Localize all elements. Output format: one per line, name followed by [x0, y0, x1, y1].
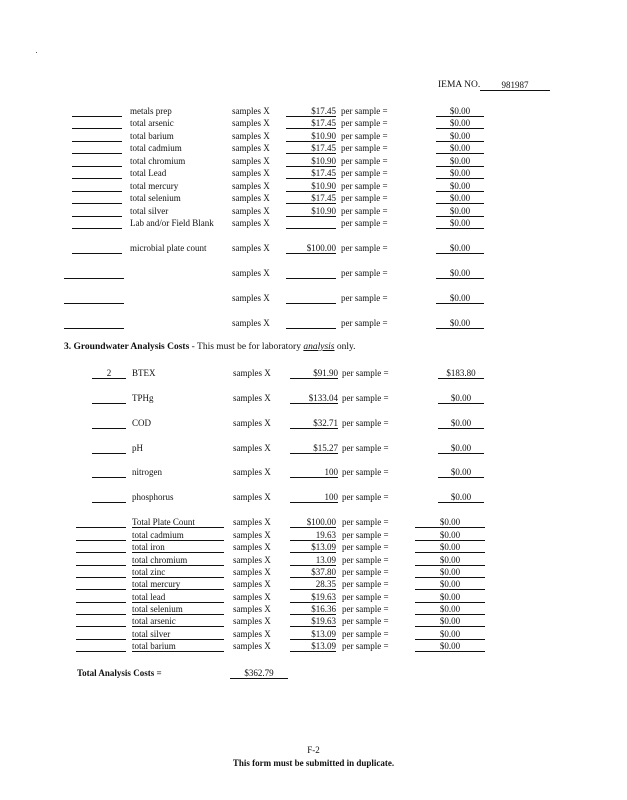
section3-title: 3. Groundwater Analysis Costs	[64, 342, 190, 352]
analyte-name	[130, 268, 226, 278]
per-sample-label: per sample =	[342, 616, 389, 626]
analyte-name: total selenium	[132, 604, 224, 615]
blank-line[interactable]	[64, 278, 124, 279]
per-sample-label: per sample =	[342, 492, 389, 502]
sample-qty-field[interactable]	[76, 530, 126, 541]
per-sample-label: per sample =	[341, 206, 388, 216]
line-total[interactable]: $0.00	[415, 604, 485, 615]
unit-price: $91.90	[290, 368, 338, 379]
line-total[interactable]: $0.00	[436, 318, 484, 329]
line-total[interactable]: $0.00	[436, 106, 484, 117]
analyte-name: Lab and/or Field Blank	[130, 218, 214, 228]
line-total[interactable]: $0.00	[438, 492, 484, 503]
analyte-name: total Lead	[130, 168, 167, 178]
unit-price: 100	[290, 492, 338, 503]
section3-suffix: only.	[334, 342, 356, 352]
per-sample-label: per sample =	[341, 243, 388, 253]
unit-price: $16.36	[290, 604, 336, 615]
sample-qty-field[interactable]	[72, 206, 122, 217]
line-total[interactable]: $0.00	[415, 592, 485, 603]
per-sample-label: per sample =	[342, 530, 389, 540]
samples-x-label: samples X	[233, 542, 271, 552]
samples-x-label: samples X	[233, 616, 271, 626]
samples-x-label: samples X	[233, 629, 271, 639]
line-total[interactable]: $0.00	[436, 206, 484, 217]
unit-price: $32.71	[290, 418, 338, 429]
unit-price: $10.90	[286, 156, 336, 167]
analyte-name: total barium	[132, 641, 224, 652]
iema-number-field[interactable]: 981987	[480, 80, 550, 91]
samples-x-label: samples X	[233, 592, 271, 602]
section3-instruction: - This must be for laboratory	[189, 342, 304, 352]
samples-x-label: samples X	[232, 193, 270, 203]
sample-qty-field[interactable]	[72, 156, 122, 167]
sample-qty-field[interactable]	[92, 418, 126, 429]
unit-price: $10.90	[286, 181, 336, 192]
samples-x-label: samples X	[232, 318, 270, 328]
samples-x-label: samples X	[233, 579, 271, 589]
unit-price: $15.27	[290, 443, 338, 454]
line-total[interactable]: $0.00	[415, 517, 485, 528]
line-total[interactable]: $0.00	[436, 156, 484, 167]
sample-qty-field[interactable]	[76, 592, 126, 603]
per-sample-label: per sample =	[342, 567, 389, 577]
samples-x-label: samples X	[233, 443, 271, 453]
samples-x-label: samples X	[232, 218, 270, 228]
samples-x-label: samples X	[233, 393, 271, 403]
blank-line[interactable]	[64, 328, 124, 329]
samples-x-label: samples X	[233, 368, 271, 378]
line-total[interactable]: $0.00	[436, 131, 484, 142]
per-sample-label: per sample =	[341, 318, 388, 328]
sample-qty-field[interactable]	[92, 467, 126, 478]
unit-price	[286, 293, 336, 304]
sample-qty-field[interactable]	[76, 604, 126, 615]
per-sample-label: per sample =	[342, 592, 389, 602]
analyte-name: microbial plate count	[130, 243, 207, 253]
analyte-name: phosphorus	[132, 492, 174, 502]
samples-x-label: samples X	[232, 293, 270, 303]
unit-price: $17.45	[286, 193, 336, 204]
per-sample-label: per sample =	[342, 418, 389, 428]
unit-price: 19.63	[290, 530, 336, 541]
line-total[interactable]: $0.00	[436, 268, 484, 279]
sample-qty-field[interactable]	[72, 143, 122, 154]
samples-x-label: samples X	[232, 181, 270, 191]
analyte-name: total chromium	[132, 555, 224, 566]
analyte-name: COD	[132, 418, 152, 428]
line-total[interactable]: $0.00	[436, 181, 484, 192]
unit-price: $17.45	[286, 106, 336, 117]
line-total[interactable]: $0.00	[415, 530, 485, 541]
sample-qty-field[interactable]	[72, 131, 122, 142]
per-sample-label: per sample =	[341, 193, 388, 203]
per-sample-label: per sample =	[341, 268, 388, 278]
samples-x-label: samples X	[233, 467, 271, 477]
per-sample-label: per sample =	[341, 218, 388, 228]
line-total[interactable]: $183.80	[438, 368, 484, 379]
sample-qty-field[interactable]: 2	[92, 368, 126, 379]
samples-x-label: samples X	[232, 206, 270, 216]
sample-qty-field[interactable]	[76, 616, 126, 627]
unit-price: $13.09	[290, 641, 336, 652]
analyte-name: total arsenic	[130, 118, 174, 128]
samples-x-label: samples X	[233, 418, 271, 428]
line-total[interactable]: $0.00	[438, 467, 484, 478]
analyte-name: total cadmium	[130, 143, 182, 153]
samples-x-label: samples X	[232, 156, 270, 166]
line-total[interactable]: $0.00	[436, 168, 484, 179]
unit-price: $19.63	[290, 616, 336, 627]
sample-qty-field[interactable]	[76, 641, 126, 652]
line-total[interactable]: $0.00	[415, 629, 485, 640]
samples-x-label: samples X	[233, 555, 271, 565]
line-total[interactable]: $0.00	[438, 443, 484, 454]
line-total[interactable]: $0.00	[438, 393, 484, 404]
line-total[interactable]: $0.00	[438, 418, 484, 429]
analyte-name: total iron	[132, 542, 224, 553]
samples-x-label: samples X	[233, 492, 271, 502]
sample-qty-field[interactable]	[92, 393, 126, 404]
samples-x-label: samples X	[233, 641, 271, 651]
line-total[interactable]: $0.00	[436, 193, 484, 204]
unit-price: $17.45	[286, 118, 336, 129]
analyte-name: total selenium	[130, 193, 181, 203]
samples-x-label: samples X	[232, 168, 270, 178]
per-sample-label: per sample =	[341, 118, 388, 128]
sample-qty-field[interactable]	[72, 168, 122, 179]
sample-qty-field[interactable]	[72, 218, 122, 229]
analyte-name: total zinc	[132, 567, 224, 578]
line-total[interactable]: $0.00	[436, 218, 484, 229]
samples-x-label: samples X	[232, 118, 270, 128]
line-total[interactable]: $0.00	[436, 118, 484, 129]
line-total[interactable]: $0.00	[415, 567, 485, 578]
sample-qty-field[interactable]	[76, 629, 126, 640]
unit-price: $13.09	[290, 629, 336, 640]
unit-price: $17.45	[286, 143, 336, 154]
analyte-name: nitrogen	[132, 467, 162, 477]
blank-line[interactable]	[64, 303, 124, 304]
sample-qty-field[interactable]	[76, 579, 126, 590]
samples-x-label: samples X	[233, 530, 271, 540]
unit-price: $17.45	[286, 168, 336, 179]
per-sample-label: per sample =	[341, 156, 388, 166]
line-total[interactable]: $0.00	[415, 579, 485, 590]
analyte-name: total chromium	[130, 156, 186, 166]
per-sample-label: per sample =	[341, 293, 388, 303]
unit-price: $10.90	[286, 131, 336, 142]
per-sample-label: per sample =	[342, 467, 389, 477]
sample-qty-field[interactable]	[72, 181, 122, 192]
analyte-name	[130, 293, 226, 303]
analyte-name: total barium	[130, 131, 174, 141]
samples-x-label: samples X	[232, 143, 270, 153]
per-sample-label: per sample =	[342, 604, 389, 614]
section3-emphasis: analysis	[303, 342, 335, 352]
duplicate-note: This form must be submitted in duplicate.	[232, 758, 395, 768]
per-sample-label: per sample =	[342, 641, 389, 651]
sample-qty-field[interactable]	[76, 517, 126, 528]
unit-price	[286, 218, 336, 229]
per-sample-label: per sample =	[342, 443, 389, 453]
sample-qty-field[interactable]	[76, 567, 126, 578]
per-sample-label: per sample =	[342, 629, 389, 639]
per-sample-label: per sample =	[341, 168, 388, 178]
unit-price: $13.09	[290, 542, 336, 553]
line-total[interactable]: $0.00	[436, 143, 484, 154]
iema-label: IEMA NO.	[438, 80, 481, 90]
unit-price: $100.00	[290, 517, 336, 528]
unit-price: 28.35	[290, 579, 336, 590]
sample-qty-field[interactable]	[72, 118, 122, 129]
total-analysis-value[interactable]: $362.79	[230, 668, 288, 679]
line-total[interactable]: $0.00	[415, 616, 485, 627]
analyte-name: Total Plate Count	[132, 517, 224, 528]
sample-qty-field[interactable]	[76, 542, 126, 553]
section3-heading	[64, 342, 356, 352]
samples-x-label: samples X	[233, 604, 271, 614]
unit-price: 100	[290, 467, 338, 478]
unit-price	[286, 268, 336, 279]
sample-qty-field[interactable]	[72, 243, 122, 254]
per-sample-label: per sample =	[342, 517, 389, 527]
analyte-name: total lead	[132, 592, 224, 603]
per-sample-label: per sample =	[342, 393, 389, 403]
unit-price: $100.00	[286, 243, 336, 254]
analyte-name: TPHg	[132, 393, 154, 403]
line-total[interactable]: $0.00	[436, 243, 484, 254]
sample-qty-field[interactable]	[92, 492, 126, 503]
analyte-name: total cadmium	[132, 530, 224, 541]
line-total[interactable]: $0.00	[415, 542, 485, 553]
analyte-name: total silver	[132, 629, 224, 640]
per-sample-label: per sample =	[342, 579, 389, 589]
samples-x-label: samples X	[233, 517, 271, 527]
line-total[interactable]: $0.00	[436, 293, 484, 304]
unit-price: 13.09	[290, 555, 336, 566]
per-sample-label: per sample =	[342, 542, 389, 552]
analyte-name: pH	[132, 443, 143, 453]
samples-x-label: samples X	[232, 106, 270, 116]
samples-x-label: samples X	[232, 243, 270, 253]
analyte-name: total arsenic	[132, 616, 224, 627]
scan-speck	[36, 52, 37, 53]
sample-qty-field[interactable]	[92, 443, 126, 454]
unit-price: $133.04	[290, 393, 338, 404]
line-total[interactable]: $0.00	[415, 641, 485, 652]
per-sample-label: per sample =	[341, 106, 388, 116]
total-analysis-label: Total Analysis Costs =	[77, 668, 162, 678]
unit-price: $37.80	[290, 567, 336, 578]
unit-price: $19.63	[290, 592, 336, 603]
sample-qty-field[interactable]	[72, 193, 122, 204]
per-sample-label: per sample =	[342, 555, 389, 565]
analyte-name: total mercury	[132, 579, 224, 590]
samples-x-label: samples X	[232, 268, 270, 278]
analyte-name: total mercury	[130, 181, 179, 191]
sample-qty-field[interactable]	[72, 106, 122, 117]
samples-x-label: samples X	[233, 567, 271, 577]
unit-price	[286, 318, 336, 329]
per-sample-label: per sample =	[341, 131, 388, 141]
analyte-name: metals prep	[130, 106, 172, 116]
sample-qty-field[interactable]	[76, 555, 126, 566]
page-number: F-2	[307, 745, 320, 755]
analyte-name: total silver	[130, 206, 169, 216]
unit-price: $10.90	[286, 206, 336, 217]
analyte-name: BTEX	[132, 368, 156, 378]
line-total[interactable]: $0.00	[415, 555, 485, 566]
per-sample-label: per sample =	[342, 368, 389, 378]
per-sample-label: per sample =	[341, 181, 388, 191]
analyte-name	[130, 318, 226, 328]
per-sample-label: per sample =	[341, 143, 388, 153]
samples-x-label: samples X	[232, 131, 270, 141]
